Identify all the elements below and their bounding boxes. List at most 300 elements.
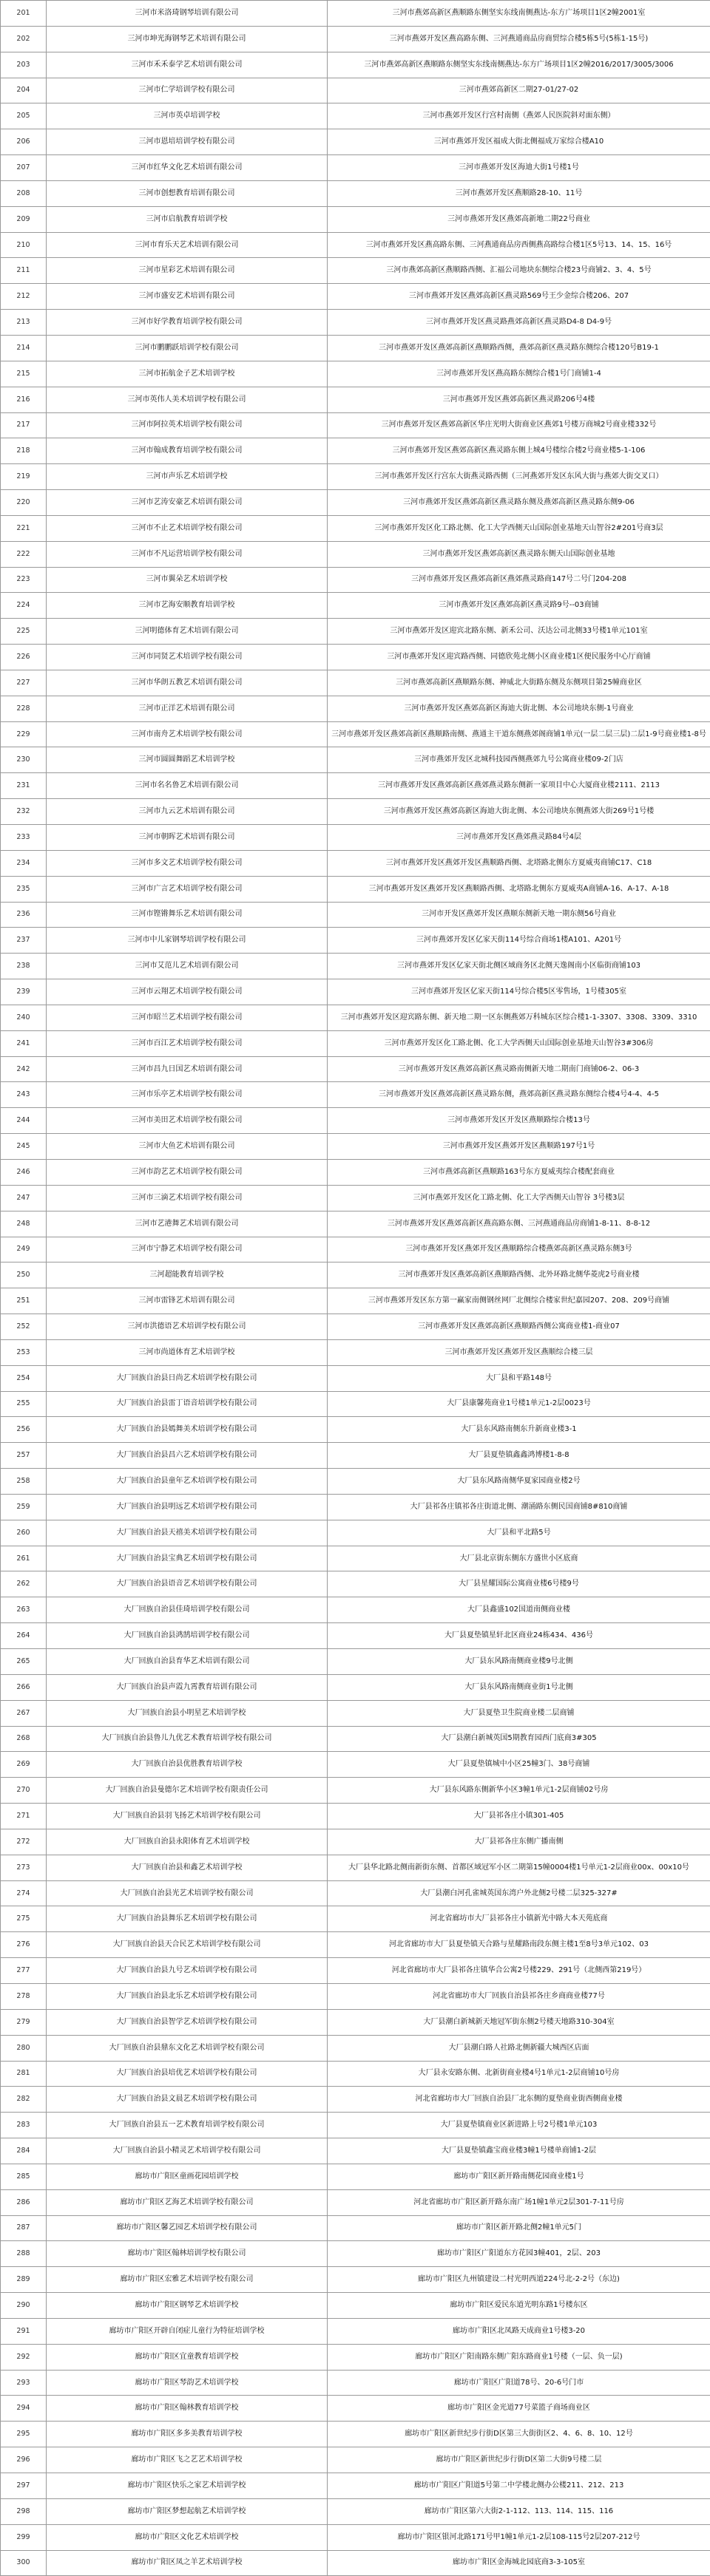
row-number: 230: [1, 747, 47, 773]
school-address: 三河市燕郊高新区燕顺路西侧、汇福公司地块东侧综合楼23号商铺2、3、4、5号: [328, 258, 710, 284]
school-address: 大厂县永安路东侧、北新街商业楼4号1单元1-2层商铺10号房: [328, 2061, 710, 2087]
row-number: 260: [1, 1520, 47, 1546]
school-address: 三河市燕郊开发区燕郊燕灵路84号4层: [328, 825, 710, 851]
school-address: 三河市燕郊开发区燕高路东侧、三河燕通商品房西侧燕高路综合楼1区5号13、14、15、16号: [328, 232, 710, 258]
table-row: [1, 1030, 710, 1056]
school-address: 大厂县潮白路人社路北侧新疆大城西区店面: [328, 2035, 710, 2061]
row-number: 293: [1, 2370, 47, 2396]
school-address: 三河市燕郊开发区北城科技园西侧燕郊九号公寓商业楼09-2门店: [328, 747, 710, 773]
school-name: 三河市坤光海钢琴艺术培训有限公司: [47, 26, 328, 52]
school-address: 大厂县潮白新城英国5期教育园西门底商3#305: [328, 1726, 710, 1752]
row-number: 250: [1, 1262, 47, 1288]
table-row: [1, 2447, 710, 2473]
school-address: 三河市燕郊开发区燕郊高新区海迪大街北侧、本公司地块东侧-1号商业: [328, 696, 710, 721]
school-name: 三河市大鱼艺术培训有限公司: [47, 1134, 328, 1160]
table-row: [1, 2396, 710, 2422]
school-name: 三河市百江艺术培训学校有限公司: [47, 1030, 328, 1056]
school-address: 大厂县夏垫镇鑫鑫鸿博楼1-8-8: [328, 1443, 710, 1469]
table-row: [1, 1417, 710, 1443]
row-number: 242: [1, 1056, 47, 1082]
school-name: 大厂回族自治县小精灵艺术培训学校有限公司: [47, 2138, 328, 2164]
table-row: [1, 1, 710, 27]
school-address: 三河市燕郊开发区化工路北侧、化工大学西侧天山国际创业基地天山智谷2#201号商3层: [328, 515, 710, 541]
table-row: [1, 1262, 710, 1288]
row-number: 205: [1, 103, 47, 129]
school-name: 廊坊市广阳区开辟自闭症儿童行为特征培训学校: [47, 2318, 328, 2344]
table-row: [1, 541, 710, 567]
table-row: [1, 361, 710, 387]
table-row: [1, 1314, 710, 1340]
row-number: 252: [1, 1314, 47, 1340]
row-number: 271: [1, 1804, 47, 1829]
table-row: [1, 1597, 710, 1623]
school-address: 廊坊市广阳区北凤路天成商业1号楼3-20: [328, 2318, 710, 2344]
school-name: 三河市艺海安顺教育培训学校: [47, 593, 328, 619]
school-address: 大厂县东风路东侧新华小区3幢1单元1-2层商铺02号房: [328, 1778, 710, 1804]
table-row: [1, 2293, 710, 2319]
table-row: [1, 1134, 710, 1160]
row-number: 262: [1, 1571, 47, 1597]
school-name: 大厂回族自治县九号艺术培训学校有限公司: [47, 1958, 328, 1984]
table-row: [1, 645, 710, 670]
row-number: 281: [1, 2061, 47, 2087]
row-number: 206: [1, 129, 47, 155]
table-row: [1, 258, 710, 284]
school-name: 三河市不止艺术培训学校有限公司: [47, 515, 328, 541]
school-name: 廊坊市广阳区童画花园培训学校: [47, 2164, 328, 2189]
row-number: 218: [1, 438, 47, 464]
row-number: 286: [1, 2189, 47, 2215]
row-number: 261: [1, 1546, 47, 1571]
table-row: [1, 619, 710, 645]
school-address: 三河市燕郊开发区燕郊开发区燕顺路西侧、北塔路北侧东方夏威夷A商铺A-16、A-17、A-18: [328, 876, 710, 902]
row-number: 208: [1, 180, 47, 206]
school-address: 廊坊市广阳区金光道77号菜篮子商场商业区: [328, 2396, 710, 2422]
table-row: [1, 1520, 710, 1546]
school-name: 三河市广言艺术培训学校有限公司: [47, 876, 328, 902]
row-number: 225: [1, 619, 47, 645]
school-address: 廊坊市广阳区广阳道5号第二中学楼北侧办公楼211、212、213: [328, 2473, 710, 2499]
school-address: 河北省廊坊市大厂回族自治县厂北东侧的夏垫商业街西侧商业楼: [328, 2087, 710, 2113]
school-address: 廊坊市广阳区银河北路171号甲1幢1单元1-2层108-115号2层207-212号: [328, 2524, 710, 2550]
school-address: 三河市燕郊开发区行宫村南侧（燕郊人民医院斜对面东侧）: [328, 103, 710, 129]
table-row: [1, 1185, 710, 1211]
school-name: 廊坊市广阳区凤之羊艺术培训学校: [47, 2550, 328, 2576]
school-name: 三河市星彩艺术培训有限公司: [47, 258, 328, 284]
school-name: 廊坊市广阳区艺海艺术培训学校有限公司: [47, 2189, 328, 2215]
row-number: 283: [1, 2113, 47, 2138]
school-address: 大厂县康馨苑商业1号楼1单元1-2层0023号: [328, 1391, 710, 1417]
school-name: 三河市艾范儿艺术培训有限公司: [47, 954, 328, 979]
table-row: [1, 2164, 710, 2189]
school-address: 三河市燕郊开发区迎宾北路东侧、新禾公司、沃达公司北侧33号楼1单元101室: [328, 619, 710, 645]
table-row: [1, 52, 710, 78]
school-address: 三河市燕郊开发区燕郊高新区燕顺路南侧、燕通主干道东侧燕郊阁商铺1单元(一层二层三层)二层1-9号商业楼1-8号: [328, 721, 710, 747]
school-name: 三河市三滴艺术培训学校有限公司: [47, 1185, 328, 1211]
row-number: 280: [1, 2035, 47, 2061]
school-name: 大厂回族自治县声霞九霄教育培训有限公司: [47, 1674, 328, 1700]
row-number: 209: [1, 206, 47, 232]
table-row: [1, 387, 710, 412]
row-number: 222: [1, 541, 47, 567]
table-row: [1, 825, 710, 851]
school-name: 廊坊市广阳区多多美教育培训学校: [47, 2422, 328, 2447]
row-number: 282: [1, 2087, 47, 2113]
school-name: 廊坊市广阳区飞之艺艺术培训学校: [47, 2447, 328, 2473]
table-row: [1, 180, 710, 206]
row-number: 243: [1, 1082, 47, 1108]
table-row: [1, 1855, 710, 1880]
table-row: [1, 2550, 710, 2576]
school-name: 三河市声乐艺术培训学校: [47, 464, 328, 490]
school-name: 三河市朝晖艺术培训有限公司: [47, 825, 328, 851]
table-row: [1, 2498, 710, 2524]
school-name: 大厂回族自治县昌六艺术培训学校有限公司: [47, 1443, 328, 1469]
school-name: 三河市雷锋艺术培训有限公司: [47, 1288, 328, 1314]
row-number: 267: [1, 1700, 47, 1726]
school-name: 三河市英卓培训学校: [47, 103, 328, 129]
school-address: 大厂县夏垫镇鑫宝商业楼3幢1号楼单商铺1-2层: [328, 2138, 710, 2164]
row-number: 277: [1, 1958, 47, 1984]
school-address: 大厂县和平北路5号: [328, 1520, 710, 1546]
table-row: [1, 2241, 710, 2267]
school-address: 三河市燕郊开发区燕郊开发区燕顺综合楼三层: [328, 1339, 710, 1365]
table-row: [1, 2035, 710, 2061]
school-address: 廊坊市广阳区广阳南路东侧广阳东路商业1号楼（一层、负一层): [328, 2344, 710, 2370]
school-name: 大厂回族自治县曼德尔艺术培训学校有限责任公司: [47, 1778, 328, 1804]
school-name: 三河市尚道体育艺术培训学校: [47, 1339, 328, 1365]
school-address: 三河市燕郊开发区燕灵路燕郊高新区燕灵路D4-8 D4-9号: [328, 310, 710, 336]
school-address: 三河市燕郊开发区燕高路东侧、三河燕通商品房商贸综合楼5栋5号(5栋1-15号): [328, 26, 710, 52]
row-number: 292: [1, 2344, 47, 2370]
row-number: 217: [1, 412, 47, 438]
table-row: [1, 696, 710, 721]
table-row: [1, 670, 710, 696]
school-address: 廊坊市广阳区广阳道78号、20-6号门市: [328, 2370, 710, 2396]
school-address: 三河市燕郊开发区化工路北侧、化工大学西侧天山智谷 3号楼3层: [328, 1185, 710, 1211]
school-name: 三河超能教育培训学校: [47, 1262, 328, 1288]
school-name: 三河市昌九日国艺术培训有限公司: [47, 1056, 328, 1082]
row-number: 278: [1, 1983, 47, 2009]
row-number: 228: [1, 696, 47, 721]
school-name: 三河市同贤艺术培训学校有限公司: [47, 645, 328, 670]
school-address: 三河市燕郊开发区燕郊高新区燕顺路西侧公寓商业楼1-商业07: [328, 1314, 710, 1340]
school-name: 三河市圆圆舞蹈艺术培训学校: [47, 747, 328, 773]
row-number: 263: [1, 1597, 47, 1623]
table-row: [1, 1804, 710, 1829]
row-number: 270: [1, 1778, 47, 1804]
school-name: 大厂回族自治县文晨艺术培训学校有限公司: [47, 2087, 328, 2113]
table-row: [1, 1237, 710, 1262]
row-number: 226: [1, 645, 47, 670]
row-number: 229: [1, 721, 47, 747]
school-name: 大厂回族自治县雷丁语音培训学校有限公司: [47, 1391, 328, 1417]
school-address: 三河市开发区燕郊开发区燕顺东侧新天地一期东侧56号商业: [328, 902, 710, 928]
school-address: 廊坊市广阳区新开路北侧2幢1单元5门: [328, 2215, 710, 2241]
table-row: [1, 1623, 710, 1649]
row-number: 231: [1, 773, 47, 799]
row-number: 235: [1, 876, 47, 902]
school-name: 大厂回族自治县智学艺术培训学校有限公司: [47, 2009, 328, 2035]
school-address: 三河市燕郊开发区燕郊高新区燕灵路206号4楼: [328, 387, 710, 412]
row-number: 285: [1, 2164, 47, 2189]
school-name: 三河市名名鲁艺术培训有限公司: [47, 773, 328, 799]
school-address: 河北省廊坊市大厂县夏垫镇天合路与星耀路南段东侧主楼1至8号3单元102、03: [328, 1932, 710, 1958]
school-name: 三河市不凡运营培训学校有限公司: [47, 541, 328, 567]
school-name: 大厂回族自治县语音艺术培训学校有限公司: [47, 1571, 328, 1597]
school-address: 大厂县东风路南侧东升新商业楼3-1: [328, 1417, 710, 1443]
row-number: 211: [1, 258, 47, 284]
row-number: 214: [1, 335, 47, 361]
school-address: 大厂县祁各庄东侧广播南侧: [328, 1829, 710, 1855]
school-name: 大厂回族自治县明远艺术培训学校有限公司: [47, 1494, 328, 1520]
school-name: 三河市仁学培训学校有限公司: [47, 78, 328, 103]
school-address: 大厂县华北路北侧南新街东侧、首都区域冠军小区二期第15幢0004楼1号单元1-2层商业00x、00x10号: [328, 1855, 710, 1880]
school-address: 三河市燕郊开发区燕郊高新区燕灵路东侧及燕郊高新区燕灵路东侧9-06: [328, 490, 710, 516]
school-address: 三河市燕郊开发区燕郊高新区燕灵路9号--03商铺: [328, 593, 710, 619]
table-row: [1, 1932, 710, 1958]
row-number: 257: [1, 1443, 47, 1469]
table-row: [1, 2138, 710, 2164]
school-address: 三河市燕郊开发区燕郊高新区燕灵路东侧上城4号楼综合楼2号商业楼5-1-106: [328, 438, 710, 464]
table-row: [1, 2087, 710, 2113]
school-name: 廊坊市广阳区馨艺园艺术培训学校有限公司: [47, 2215, 328, 2241]
school-name: 大厂回族自治县鲁儿九优艺术教育培训学校有限公司: [47, 1726, 328, 1752]
table-row: [1, 1056, 710, 1082]
school-address: 廊坊市广阳区新世纪步行街D区第二大街9号楼二层: [328, 2447, 710, 2473]
row-number: 274: [1, 1880, 47, 1906]
school-address: 廊坊市广阳区金海城北园底商3-3-105室: [328, 2550, 710, 2576]
table-row: [1, 1494, 710, 1520]
table-row: [1, 1700, 710, 1726]
row-number: 249: [1, 1237, 47, 1262]
school-address: 三河市燕郊开发区开发区燕顺路综合楼13号: [328, 1108, 710, 1134]
table-row: [1, 155, 710, 181]
table-row: [1, 1829, 710, 1855]
table-row: [1, 1108, 710, 1134]
row-number: 254: [1, 1365, 47, 1391]
row-number: 233: [1, 825, 47, 851]
row-number: 251: [1, 1288, 47, 1314]
row-number: 299: [1, 2524, 47, 2550]
table-row: [1, 850, 710, 876]
school-name: 大厂回族自治县光艺术培训学校有限公司: [47, 1880, 328, 1906]
row-number: 227: [1, 670, 47, 696]
table-row: [1, 721, 710, 747]
table-row: [1, 1391, 710, 1417]
school-name: 三河市育乐天艺术培训有限公司: [47, 232, 328, 258]
school-name: 三河市拓航金子艺术培训学校: [47, 361, 328, 387]
school-name: 三河市艺涛安豪艺术培训有限公司: [47, 490, 328, 516]
row-number: 269: [1, 1752, 47, 1778]
table-row: [1, 206, 710, 232]
row-number: 212: [1, 284, 47, 310]
school-name: 大厂回族自治县舞乐艺术培训学校有限公司: [47, 1906, 328, 1932]
table-row: [1, 335, 710, 361]
school-name: 三河市洪德语艺术培训学校有限公司: [47, 1314, 328, 1340]
school-name: 三河市创想教育培训有限公司: [47, 180, 328, 206]
school-address: 大厂县星耀国际公寓商业楼6号楼9号: [328, 1571, 710, 1597]
school-name: 三河市好学教育培训学校有限公司: [47, 310, 328, 336]
school-address: 大厂县潮白河孔雀城英国东湾户外北侧2号楼二层325-327#: [328, 1880, 710, 1906]
school-address: 三河市燕郊开发区燕郊高新区海迪大街北侧、本公司地块东侧燕郊大街269号1号楼: [328, 799, 710, 825]
school-name: 三河市宁静艺术培训学校有限公司: [47, 1237, 328, 1262]
row-number: 291: [1, 2318, 47, 2344]
school-address: 大厂县夏垫镇城中小区25幢3门、38号商铺: [328, 1752, 710, 1778]
row-number: 223: [1, 567, 47, 593]
school-name: 大厂回族自治县培优艺术培训学校有限公司: [47, 2061, 328, 2087]
table-row: [1, 799, 710, 825]
row-number: 201: [1, 1, 47, 27]
school-address: 大厂县鑫盛102国道南侧商业楼: [328, 1597, 710, 1623]
school-address: 三河市燕郊开发区燕郊高新区燕郊燕灵路商147号二号门204-208: [328, 567, 710, 593]
row-number: 259: [1, 1494, 47, 1520]
row-number: 248: [1, 1211, 47, 1237]
table-row: [1, 103, 710, 129]
school-address: 三河市燕郊开发区燕郊开发区燕顺路西侧、北塔路北侧东方夏威夷商铺C17、C18: [328, 850, 710, 876]
school-address: 三河市燕郊开发区燕郊高新区燕灵路南侧新天地二期南门商铺06-2、06-3: [328, 1056, 710, 1082]
row-number: 238: [1, 954, 47, 979]
school-address: 大厂县夏垫卫生院商业楼二层商铺: [328, 1700, 710, 1726]
school-name: 三河市多文艺术培训学校有限公司: [47, 850, 328, 876]
school-address: 三河市燕郊开发区海迪大街1号楼1号: [328, 155, 710, 181]
table-row: [1, 515, 710, 541]
school-address: 三河市燕郊开发区行宫东大街燕灵路西侧（三河燕郊开发区东风大街与燕郊大街交叉口）: [328, 464, 710, 490]
table-row: [1, 1880, 710, 1906]
school-name: 廊坊市广阳区宏雅艺术培训学校有限公司: [47, 2267, 328, 2293]
school-address: 三河市燕郊开发区东方第一赢家南侧钢丝网厂北侧综合楼家世纪嘉园207、208、209号商铺: [328, 1288, 710, 1314]
table-row: [1, 2189, 710, 2215]
school-name: 大厂回族自治县嫣舞美术培训学校有限公司: [47, 1417, 328, 1443]
table-row: [1, 78, 710, 103]
school-address: 廊坊市广阳区广阳道东方花园3幢401，2层、203: [328, 2241, 710, 2267]
row-number: 219: [1, 464, 47, 490]
row-number: 264: [1, 1623, 47, 1649]
row-number: 202: [1, 26, 47, 52]
row-number: 213: [1, 310, 47, 336]
school-name: 三河市启航教育培训学校: [47, 206, 328, 232]
row-number: 246: [1, 1159, 47, 1185]
row-number: 297: [1, 2473, 47, 2499]
row-number: 237: [1, 928, 47, 954]
school-address: 河北省廊坊市大厂县祁各庄小镇新光中路大本天苑底商: [328, 1906, 710, 1932]
table-row: [1, 2113, 710, 2138]
school-name: 三河市鹏鹏跃培训学校有限公司: [47, 335, 328, 361]
school-name: 三河市正洋艺术培训有限公司: [47, 696, 328, 721]
row-number: 220: [1, 490, 47, 516]
school-address: 三河市燕郊开发区亿家天街114号综合商场1楼A101、A201号: [328, 928, 710, 954]
table-row: [1, 1983, 710, 2009]
school-address: 三河市燕郊开发区迎宾路东侧、新天地二期一区东侧燕郊万科城东区综合楼1-1-3307、3308、3309、3310: [328, 1005, 710, 1030]
school-address: 三河市燕郊开发区燕郊开发区燕顺路197号1号: [328, 1134, 710, 1160]
school-name: 大厂回族自治县五一艺术教育培训学校有限公司: [47, 2113, 328, 2138]
school-name: 三河市艺港舞艺术培训有限公司: [47, 1211, 328, 1237]
row-number: 204: [1, 78, 47, 103]
row-number: 207: [1, 155, 47, 181]
school-name: 三河市美田艺术培训学校有限公司: [47, 1108, 328, 1134]
school-name: 三河市禾禾泰学艺术培训有限公司: [47, 52, 328, 78]
school-name: 大厂回族自治县羽飞扬艺术培训学校有限公司: [47, 1804, 328, 1829]
table-row: [1, 412, 710, 438]
table-row: [1, 1649, 710, 1675]
row-number: 234: [1, 850, 47, 876]
school-name: 大厂回族自治县天合民艺术培训学校有限公司: [47, 1932, 328, 1958]
row-number: 236: [1, 902, 47, 928]
table-row: [1, 129, 710, 155]
school-address: 三河市燕郊开发区福成大街北侧福成万家综合楼A10: [328, 129, 710, 155]
school-address: 三河市燕郊开发区燕顺路28-10、11号: [328, 180, 710, 206]
table-row: [1, 1443, 710, 1469]
table-row: [1, 284, 710, 310]
row-number: 253: [1, 1339, 47, 1365]
table-row: [1, 2061, 710, 2087]
table-row: [1, 2009, 710, 2035]
row-number: 296: [1, 2447, 47, 2473]
school-address: 三河市燕郊开发区燕郊高新区华庄光明大街商业区燕郊1号楼万商城2号商业楼332号: [328, 412, 710, 438]
school-name: 三河市英伟人美术培训学校有限公司: [47, 387, 328, 412]
table-row: [1, 2267, 710, 2293]
row-number: 244: [1, 1108, 47, 1134]
table-row: [1, 1288, 710, 1314]
school-address: 三河市燕郊开发区燕郊高新区燕灵路569号王少金综合楼206、207: [328, 284, 710, 310]
table-row: [1, 2473, 710, 2499]
table-row: [1, 2370, 710, 2396]
school-address: 三河市燕郊高新区二期27-01/27-02: [328, 78, 710, 103]
table-row: [1, 876, 710, 902]
row-number: 287: [1, 2215, 47, 2241]
table-row: [1, 490, 710, 516]
row-number: 290: [1, 2293, 47, 2319]
school-address: 三河市燕郊开发区燕高路东侧综合楼1号门商铺1-4: [328, 361, 710, 387]
school-name: 三河明德体育艺术培训有限公司: [47, 619, 328, 645]
school-name: 大厂回族自治县童年艺术培训学校有限公司: [47, 1469, 328, 1495]
school-address: 三河市燕郊开发区亿家天街北侧区域商务区北侧天逸阁南小区临街商铺103: [328, 954, 710, 979]
table-row: [1, 438, 710, 464]
school-name: 廊坊市广阳区翰林培训学校有限公司: [47, 2241, 328, 2267]
row-number: 256: [1, 1417, 47, 1443]
table-row: [1, 2524, 710, 2550]
school-name: 廊坊市广阳区快乐之家艺术培训学校: [47, 2473, 328, 2499]
school-address: 廊坊市广阳区第六大街2-1-112、113、114、115、116: [328, 2498, 710, 2524]
school-address: 廊坊市广阳区爱民东道光明东路1号楼东区: [328, 2293, 710, 2319]
school-name: 三河市阿拉英术培训学校有限公司: [47, 412, 328, 438]
table-row: [1, 928, 710, 954]
table-row: [1, 2215, 710, 2241]
school-name: 廊坊市广阳区钢琴艺术培训学校: [47, 2293, 328, 2319]
school-name: 三河市翼朵艺术培训学校: [47, 567, 328, 593]
table-row: [1, 2318, 710, 2344]
row-number: 273: [1, 1855, 47, 1880]
school-name: 大厂回族自治县北乐艺术培训学校有限公司: [47, 1983, 328, 2009]
row-number: 288: [1, 2241, 47, 2267]
school-name: 廊坊市广阳区宜童教育培训学校: [47, 2344, 328, 2370]
row-number: 284: [1, 2138, 47, 2164]
school-name: 大厂回族自治县宝典艺术培训学校有限公司: [47, 1546, 328, 1571]
table-row: [1, 1005, 710, 1030]
school-address: 三河市燕郊开发区燕郊高新区燕高路东侧、三河燕通商品房商铺1-8-11、8-8-12: [328, 1211, 710, 1237]
table-row: [1, 2422, 710, 2447]
school-name: 大厂回族自治县小明星艺术培训学校: [47, 1700, 328, 1726]
school-address: 三河市燕郊开发区燕郊高新区燕顺路西侧、北外环路北侧华菱虎2号商业楼: [328, 1262, 710, 1288]
school-address: 大厂县夏垫镇商业区新进路上号2号楼1单元103: [328, 2113, 710, 2138]
registry-table-body: [1, 1, 710, 2576]
school-name: 大厂回族自治县日尚艺术培训学校有限公司: [47, 1365, 328, 1391]
row-number: 300: [1, 2550, 47, 2576]
school-name: 大厂回族自治县优胜教育培训学校: [47, 1752, 328, 1778]
school-name: 大厂回族自治县和鑫艺术培训学校: [47, 1855, 328, 1880]
school-address: 大厂县祁各庄镇祁各庄街道北侧、潮涌路东侧民国商铺8#810商铺: [328, 1494, 710, 1520]
row-number: 258: [1, 1469, 47, 1495]
